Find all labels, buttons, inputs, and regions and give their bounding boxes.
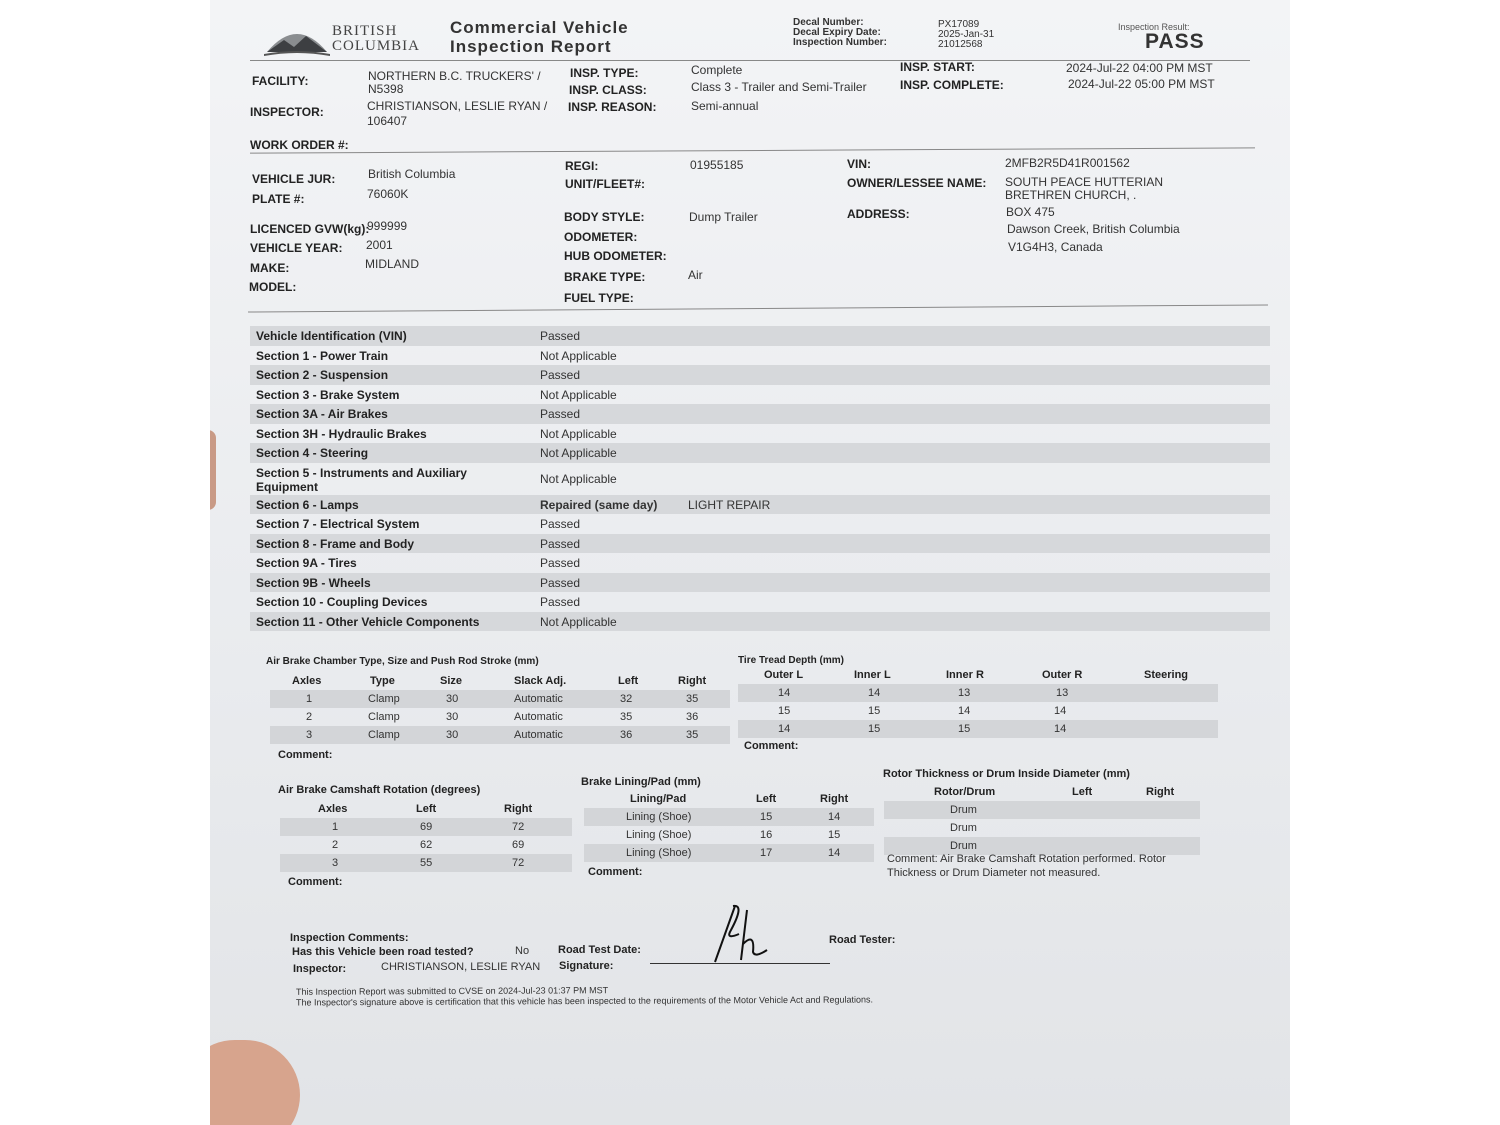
col-header: Axles bbox=[318, 803, 348, 815]
section-name: Section 4 - Steering bbox=[256, 446, 369, 460]
col-header: Slack Adj. bbox=[514, 675, 567, 687]
inspector-value2: 106407 bbox=[367, 114, 408, 128]
table-cell: 2 bbox=[332, 839, 339, 851]
hub-odometer-label: HUB ODOMETER: bbox=[564, 249, 667, 263]
work-order-label: WORK ORDER #: bbox=[250, 138, 349, 152]
facility-value1: NORTHERN B.C. TRUCKERS' / bbox=[368, 69, 541, 83]
road-test-date-label: Road Test Date: bbox=[558, 944, 641, 956]
table-cell: 30 bbox=[446, 711, 459, 723]
section-status: Passed bbox=[540, 407, 581, 421]
org-name bbox=[332, 24, 420, 54]
section-row bbox=[250, 404, 1270, 424]
decal-labels bbox=[793, 18, 887, 48]
photo-background-left bbox=[0, 0, 210, 1125]
plate-label: PLATE #: bbox=[252, 192, 305, 206]
section-row bbox=[250, 592, 1270, 612]
col-header: Size bbox=[440, 675, 463, 687]
col-header: Right bbox=[1146, 786, 1175, 798]
section-name: Section 8 - Frame and Body bbox=[256, 536, 415, 551]
section-status: Not Applicable bbox=[540, 471, 617, 486]
table-cell: 14 bbox=[828, 847, 841, 859]
section-row bbox=[250, 534, 1270, 554]
table-cell: 62 bbox=[420, 839, 433, 851]
col-header: Outer R bbox=[1042, 669, 1083, 681]
result-value: PASS bbox=[1145, 30, 1205, 53]
table-row bbox=[270, 726, 730, 744]
col-header: Rotor/Drum bbox=[934, 786, 996, 798]
fuel-type-label: FUEL TYPE: bbox=[564, 291, 634, 305]
col-header: Type bbox=[370, 675, 395, 687]
divider bbox=[248, 304, 1268, 312]
facility-label: FACILITY: bbox=[252, 74, 309, 88]
table-cell: 15 bbox=[778, 705, 791, 717]
table-row bbox=[270, 690, 730, 708]
col-header: Lining/Pad bbox=[630, 793, 687, 805]
body-style-label: BODY STYLE: bbox=[564, 210, 645, 224]
road-tester-label: Road Tester: bbox=[829, 934, 896, 946]
section-status: Passed bbox=[540, 329, 581, 343]
inspection-number-value: 21012568 bbox=[938, 39, 983, 50]
table-row bbox=[584, 862, 874, 880]
table-cell: 14 bbox=[778, 723, 791, 735]
table-cell: 13 bbox=[958, 687, 971, 699]
camshaft-title: Air Brake Camshaft Rotation (degrees) bbox=[278, 784, 481, 796]
chamber-table bbox=[270, 672, 730, 762]
comment-label: Comment: bbox=[744, 740, 799, 752]
table-cell: 69 bbox=[420, 821, 433, 833]
col-header: Right bbox=[678, 675, 707, 687]
model-label: MODEL: bbox=[249, 280, 297, 294]
section-row bbox=[250, 573, 1270, 593]
table-cell: 1 bbox=[332, 821, 339, 833]
section-status: Passed bbox=[540, 368, 581, 382]
vehicle-jur-label: VEHICLE JUR: bbox=[252, 172, 336, 186]
regi-value: 01955185 bbox=[690, 158, 744, 172]
table-row bbox=[738, 720, 1218, 738]
table-row bbox=[270, 708, 730, 726]
col-header: Left bbox=[1072, 786, 1093, 798]
table-cell: Lining (Shoe) bbox=[626, 829, 692, 841]
section-row bbox=[250, 443, 1270, 463]
section-status: Passed bbox=[540, 575, 581, 590]
inspector-value1: CHRISTIANSON, LESLIE RYAN / bbox=[367, 99, 548, 113]
table-header-row bbox=[884, 783, 1200, 801]
lining-title: Brake Lining/Pad (mm) bbox=[581, 776, 701, 788]
inspection-number-label: Inspection Number: bbox=[793, 37, 887, 48]
insp-complete-label: INSP. COMPLETE: bbox=[900, 78, 1004, 92]
thumb bbox=[210, 1040, 300, 1125]
comment-label: Comment: bbox=[278, 749, 333, 761]
section-row bbox=[250, 365, 1270, 385]
section-name: Section 3A - Air Brakes bbox=[256, 407, 388, 421]
table-cell: 14 bbox=[958, 705, 971, 717]
section-row bbox=[250, 514, 1270, 534]
section-name: Section 3H - Hydraulic Brakes bbox=[256, 426, 427, 441]
brake-type-value: Air bbox=[688, 268, 703, 282]
col-header: Outer L bbox=[764, 669, 804, 681]
decal-number-label: Decal Number: bbox=[793, 17, 864, 28]
divider bbox=[250, 147, 1255, 153]
section-name: Section 7 - Electrical System bbox=[256, 517, 420, 531]
decal-expiry-value: 2025-Jan-31 bbox=[938, 29, 995, 40]
section-name: Section 5 - Instruments and Auxiliary Equipment bbox=[256, 465, 467, 494]
inspection-comments-label: Inspection Comments: bbox=[290, 932, 409, 944]
section-status: Not Applicable bbox=[540, 614, 617, 629]
table-cell: Automatic bbox=[514, 693, 563, 705]
gvw-label: LICENCED GVW(kg): bbox=[250, 222, 370, 236]
table-row bbox=[270, 744, 730, 762]
table-header-row bbox=[270, 672, 730, 690]
table-cell: 32 bbox=[620, 693, 633, 705]
section-status: Passed bbox=[540, 536, 581, 551]
signature-label: Signature: bbox=[559, 960, 614, 972]
table-cell: 30 bbox=[446, 693, 459, 705]
section-status: Passed bbox=[540, 517, 581, 531]
certification-note: The Inspector's signature above is certification that this vehicle has been inspected to the requirements of the Motor Vehicle Act and Regulations. bbox=[295, 994, 874, 1008]
odometer-label: ODOMETER: bbox=[564, 230, 638, 244]
col-header: Left bbox=[416, 803, 437, 815]
table-cell: 13 bbox=[1056, 687, 1069, 699]
table-cell: 14 bbox=[778, 687, 791, 699]
table-row bbox=[584, 808, 874, 826]
section-name: Section 9B - Wheels bbox=[256, 575, 371, 590]
section-note: LIGHT REPAIR bbox=[688, 497, 771, 512]
rotor-table bbox=[884, 783, 1200, 855]
col-header: Left bbox=[618, 675, 639, 687]
table-cell: Automatic bbox=[514, 711, 563, 723]
table-row bbox=[738, 702, 1218, 720]
insp-start-label: INSP. START: bbox=[900, 60, 975, 74]
owner-value2: BRETHREN CHURCH, . bbox=[1005, 188, 1137, 202]
table-cell: 15 bbox=[760, 811, 773, 823]
vin-label: VIN: bbox=[847, 157, 871, 171]
year-value: 2001 bbox=[366, 238, 393, 252]
col-header: Right bbox=[504, 803, 533, 815]
year-label: VEHICLE YEAR: bbox=[250, 241, 343, 255]
table-cell: 15 bbox=[828, 829, 841, 841]
section-row bbox=[250, 326, 1270, 346]
table-cell: Drum bbox=[950, 804, 977, 816]
rotor-comment-line2: Thickness or Drum Diameter not measured. bbox=[887, 867, 1101, 879]
section-name: Section 11 - Other Vehicle Components bbox=[256, 614, 480, 629]
decal-number-value: PX17089 bbox=[938, 19, 980, 30]
lining-table bbox=[584, 790, 874, 880]
bc-logo-icon bbox=[262, 20, 332, 60]
vehicle-jur-value: British Columbia bbox=[368, 167, 456, 181]
signature-line bbox=[650, 963, 830, 964]
table-cell: 35 bbox=[686, 729, 699, 741]
table-header-row bbox=[584, 790, 874, 808]
table-cell: Drum bbox=[950, 822, 977, 834]
decal-values bbox=[938, 20, 994, 50]
table-cell: 35 bbox=[620, 711, 633, 723]
table-cell: Drum bbox=[950, 840, 977, 852]
table-cell: 69 bbox=[512, 839, 525, 851]
table-cell: 3 bbox=[332, 857, 339, 869]
inspector-label: INSPECTOR: bbox=[250, 105, 324, 119]
comment-label: Comment: bbox=[588, 866, 643, 878]
table-cell: Lining (Shoe) bbox=[626, 811, 692, 823]
address-line3: V1G4H3, Canada bbox=[1008, 240, 1103, 254]
decal-expiry-label: Decal Expiry Date: bbox=[793, 27, 881, 38]
unit-label: UNIT/FLEET#: bbox=[565, 177, 645, 191]
photo-background-right bbox=[1290, 0, 1500, 1125]
table-cell: 14 bbox=[1054, 705, 1067, 717]
road-tested-value: No bbox=[515, 945, 530, 957]
table-cell: 1 bbox=[306, 693, 313, 705]
section-name: Section 2 - Suspension bbox=[256, 368, 389, 382]
body-style-value: Dump Trailer bbox=[689, 210, 758, 224]
section-name: Vehicle Identification (VIN) bbox=[256, 329, 407, 343]
col-header: Inner R bbox=[946, 669, 984, 681]
footer-inspector-label: Inspector: bbox=[293, 963, 347, 975]
brake-type-label: BRAKE TYPE: bbox=[564, 270, 646, 284]
footer-inspector-value: CHRISTIANSON, LESLIE RYAN bbox=[381, 961, 541, 973]
section-name: Section 3 - Brake System bbox=[256, 387, 400, 402]
table-cell: 16 bbox=[760, 829, 773, 841]
insp-reason-value: Semi-annual bbox=[691, 99, 759, 113]
table-header-row bbox=[280, 800, 572, 818]
chamber-title: Air Brake Chamber Type, Size and Push Rod Stroke (mm) bbox=[266, 656, 539, 667]
section-name: Section 10 - Coupling Devices bbox=[256, 595, 428, 609]
table-cell: 36 bbox=[620, 729, 633, 741]
regi-label: REGI: bbox=[565, 159, 599, 173]
insp-start-value: 2024-Jul-22 04:00 PM MST bbox=[1066, 61, 1213, 75]
section-row bbox=[250, 553, 1270, 573]
comment-label: Comment: bbox=[288, 876, 343, 888]
make-value: MIDLAND bbox=[365, 257, 420, 271]
address-label: ADDRESS: bbox=[847, 207, 910, 221]
table-row bbox=[280, 872, 572, 890]
table-cell: 14 bbox=[828, 811, 841, 823]
gvw-value: 999999 bbox=[367, 219, 408, 233]
section-row bbox=[250, 463, 1270, 495]
section-status: Not Applicable bbox=[540, 348, 617, 363]
org-line1: BRITISH bbox=[332, 23, 398, 39]
insp-class-label: INSP. CLASS: bbox=[569, 83, 647, 97]
section-status: Not Applicable bbox=[540, 446, 617, 460]
table-row bbox=[884, 801, 1200, 819]
table-cell: Automatic bbox=[514, 729, 563, 741]
tread-title: Tire Tread Depth (mm) bbox=[738, 655, 844, 666]
table-cell: 14 bbox=[868, 687, 881, 699]
table-cell: 15 bbox=[958, 723, 971, 735]
insp-complete-value: 2024-Jul-22 05:00 PM MST bbox=[1068, 77, 1215, 91]
table-row bbox=[738, 738, 1218, 756]
table-cell: Clamp bbox=[368, 729, 400, 741]
result-label: Inspection Result: bbox=[1118, 22, 1190, 32]
plate-value: 76060K bbox=[367, 187, 409, 201]
section-row bbox=[250, 424, 1270, 444]
camshaft-table bbox=[280, 800, 572, 890]
table-row bbox=[884, 819, 1200, 837]
section-status: Not Applicable bbox=[540, 387, 617, 402]
rotor-title: Rotor Thickness or Drum Inside Diameter (mm) bbox=[883, 768, 1130, 780]
rotor-comment bbox=[887, 852, 1166, 880]
sections-table bbox=[250, 326, 1270, 631]
table-cell: 15 bbox=[868, 723, 881, 735]
section-row bbox=[250, 346, 1270, 366]
col-header: Axles bbox=[292, 675, 322, 687]
section-row bbox=[250, 612, 1270, 632]
insp-type-value: Complete bbox=[691, 63, 743, 77]
section-name: Section 1 - Power Train bbox=[256, 348, 389, 363]
section-name: Section 9A - Tires bbox=[256, 556, 357, 570]
facility-value2: N5398 bbox=[368, 82, 404, 96]
table-cell: 17 bbox=[760, 847, 773, 859]
road-tested-label: Has this Vehicle been road tested? bbox=[292, 946, 474, 958]
address-line1: BOX 475 bbox=[1006, 205, 1055, 219]
rotor-comment-line1: Comment: Air Brake Camshaft Rotation performed. Rotor bbox=[887, 853, 1166, 865]
report-title bbox=[450, 18, 629, 56]
table-cell: 14 bbox=[1054, 723, 1067, 735]
col-header: Inner L bbox=[854, 669, 891, 681]
address-line2: Dawson Creek, British Columbia bbox=[1007, 222, 1180, 236]
section-row bbox=[250, 495, 1270, 515]
section-row bbox=[250, 385, 1270, 405]
table-cell: 72 bbox=[512, 857, 525, 869]
table-row bbox=[738, 684, 1218, 702]
make-label: MAKE: bbox=[250, 261, 290, 275]
section-name: Section 6 - Lamps bbox=[256, 497, 359, 512]
table-row bbox=[584, 826, 874, 844]
table-cell: Clamp bbox=[368, 711, 400, 723]
table-cell: 3 bbox=[306, 729, 313, 741]
table-row bbox=[280, 836, 572, 854]
table-row bbox=[584, 844, 874, 862]
title-line1: Commercial Vehicle bbox=[450, 18, 629, 37]
insp-type-label: INSP. TYPE: bbox=[570, 66, 639, 80]
insp-reason-label: INSP. REASON: bbox=[568, 100, 657, 114]
section-status: Passed bbox=[540, 556, 581, 570]
section-status: Not Applicable bbox=[540, 426, 617, 441]
col-header: Right bbox=[820, 793, 849, 805]
table-cell: 15 bbox=[868, 705, 881, 717]
tread-table bbox=[738, 666, 1218, 756]
section-status: Passed bbox=[540, 595, 581, 609]
submission-note: This Inspection Report was submitted to CVSE on 2024-Jul-23 01:37 PM MST bbox=[295, 985, 609, 997]
finger-shadow bbox=[210, 430, 216, 510]
table-cell: 2 bbox=[306, 711, 313, 723]
insp-class-value: Class 3 - Trailer and Semi-Trailer bbox=[691, 80, 867, 94]
owner-label: OWNER/LESSEE NAME: bbox=[847, 176, 987, 190]
col-header: Left bbox=[756, 793, 777, 805]
table-cell: 35 bbox=[686, 693, 699, 705]
org-line2: COLUMBIA bbox=[332, 38, 421, 54]
table-header-row bbox=[738, 666, 1218, 684]
table-cell: 30 bbox=[446, 729, 459, 741]
vin-value: 2MFB2R5D41R001562 bbox=[1005, 156, 1130, 170]
table-cell: 72 bbox=[512, 821, 525, 833]
table-cell: Clamp bbox=[368, 693, 400, 705]
owner-value1: SOUTH PEACE HUTTERIAN bbox=[1005, 175, 1164, 189]
table-row bbox=[280, 854, 572, 872]
table-cell: 55 bbox=[420, 857, 433, 869]
table-row bbox=[280, 818, 572, 836]
title-line2: Inspection Report bbox=[450, 37, 612, 56]
section-status: Repaired (same day) bbox=[540, 497, 658, 512]
inspection-report-paper bbox=[210, 0, 1290, 1125]
inspector-signature bbox=[705, 900, 785, 968]
col-header: Steering bbox=[1144, 669, 1189, 681]
table-cell: 36 bbox=[686, 711, 699, 723]
table-cell: Lining (Shoe) bbox=[626, 847, 692, 859]
